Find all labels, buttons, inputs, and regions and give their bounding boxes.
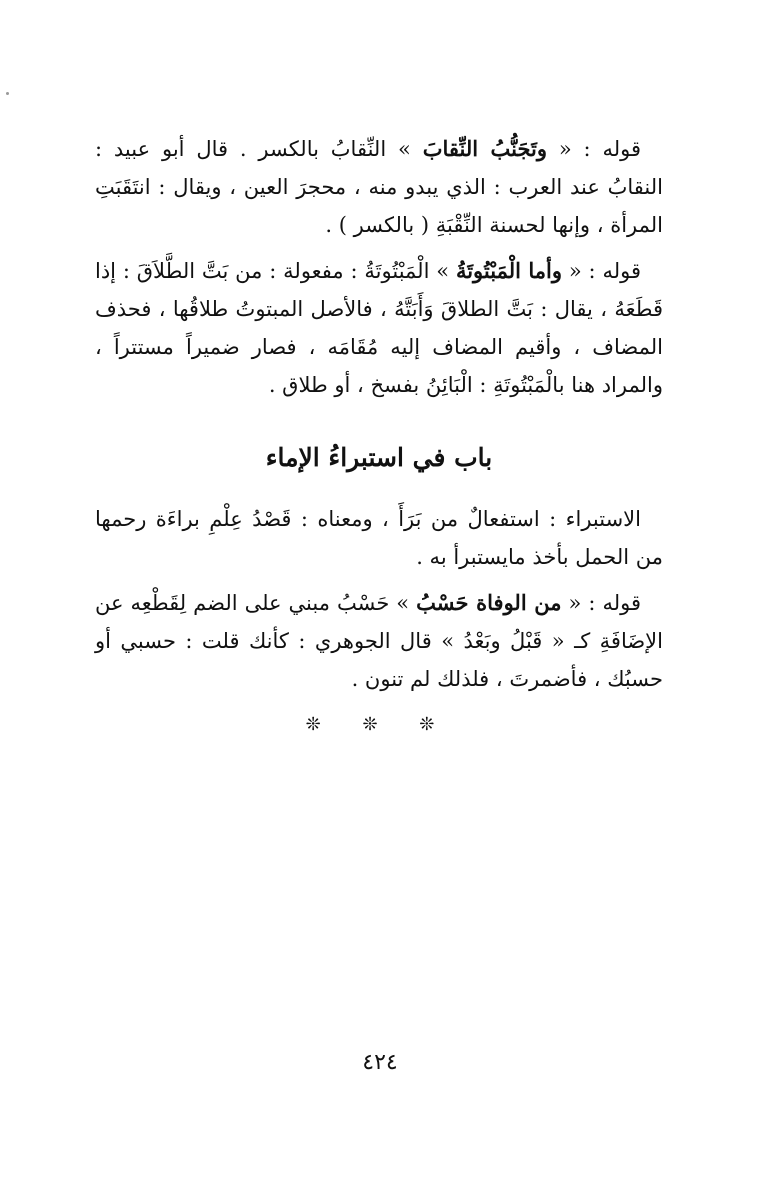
paragraph-body: » النِّقابُ بالكسر . قال أبو عبيد : النقابُ عند العرب : الذي يبدو منه ، محجرَ العين ، ويقال : انتَقَبَتِ المرأة ، وإنها لحسنة النِّقْبَةِ ( بالكسر ) . <box>95 137 663 237</box>
paragraph-istibra <box>95 500 663 576</box>
paragraph-mabtuta <box>95 252 663 404</box>
paragraph-niqab <box>95 130 663 244</box>
section-separator: ❊ ❊ ❊ <box>305 714 453 735</box>
headword: من الوفاة حَسْبُ <box>416 590 562 615</box>
headword: وأما الْمَبْتُوتَةُ <box>455 258 563 283</box>
page-number: ٤٢٤ <box>362 1050 398 1075</box>
section-heading: باب في استبراءُ الإماء <box>265 443 493 472</box>
headword: وتَجَنُّبُ النِّقابَ <box>422 136 548 161</box>
paragraph-hasb <box>95 584 663 698</box>
quote-prefix: قوله : « <box>562 259 642 283</box>
quote-prefix: قوله : « <box>561 591 641 615</box>
quote-prefix: قوله : « <box>547 137 642 161</box>
page-content <box>95 130 663 744</box>
paragraph-body: الاستبراء : استفعالٌ من بَرَأَ ، ومعناه : قَصْدُ عِلْمِ براءَة رحمها من الحمل بأخذ مايستبرأ به . <box>95 507 663 569</box>
paragraph-body: » الْمَبْتُوتَةُ : مفعولة : من بَتَّ الطَّلاَقَ : إذا قَطَعَهُ ، يقال : بَتَّ الطلاقَ وَأَبَتَّهُ ، فالأصل المبتوتُ طلاقُها ، فحذف المضاف ، وأقيم المضاف إليه مُقَامَه ، فصار ضميراً مستتراً ، والمراد هنا بالْمَبْتُوتَةِ : الْبَائِنُ بفسخ ، أو طلاق . <box>95 259 663 397</box>
scan-speck <box>6 92 9 95</box>
paragraph-body: » حَسْبُ مبني على الضم لِقَطْعِه عن الإضَافَةِ كـ « قَبْلُ وبَعْدُ » قال الجوهري : كأنك قلت : حسبي أو حسبُك ، فأضمرتَ ، فلذلك لم تنون . <box>95 591 663 691</box>
